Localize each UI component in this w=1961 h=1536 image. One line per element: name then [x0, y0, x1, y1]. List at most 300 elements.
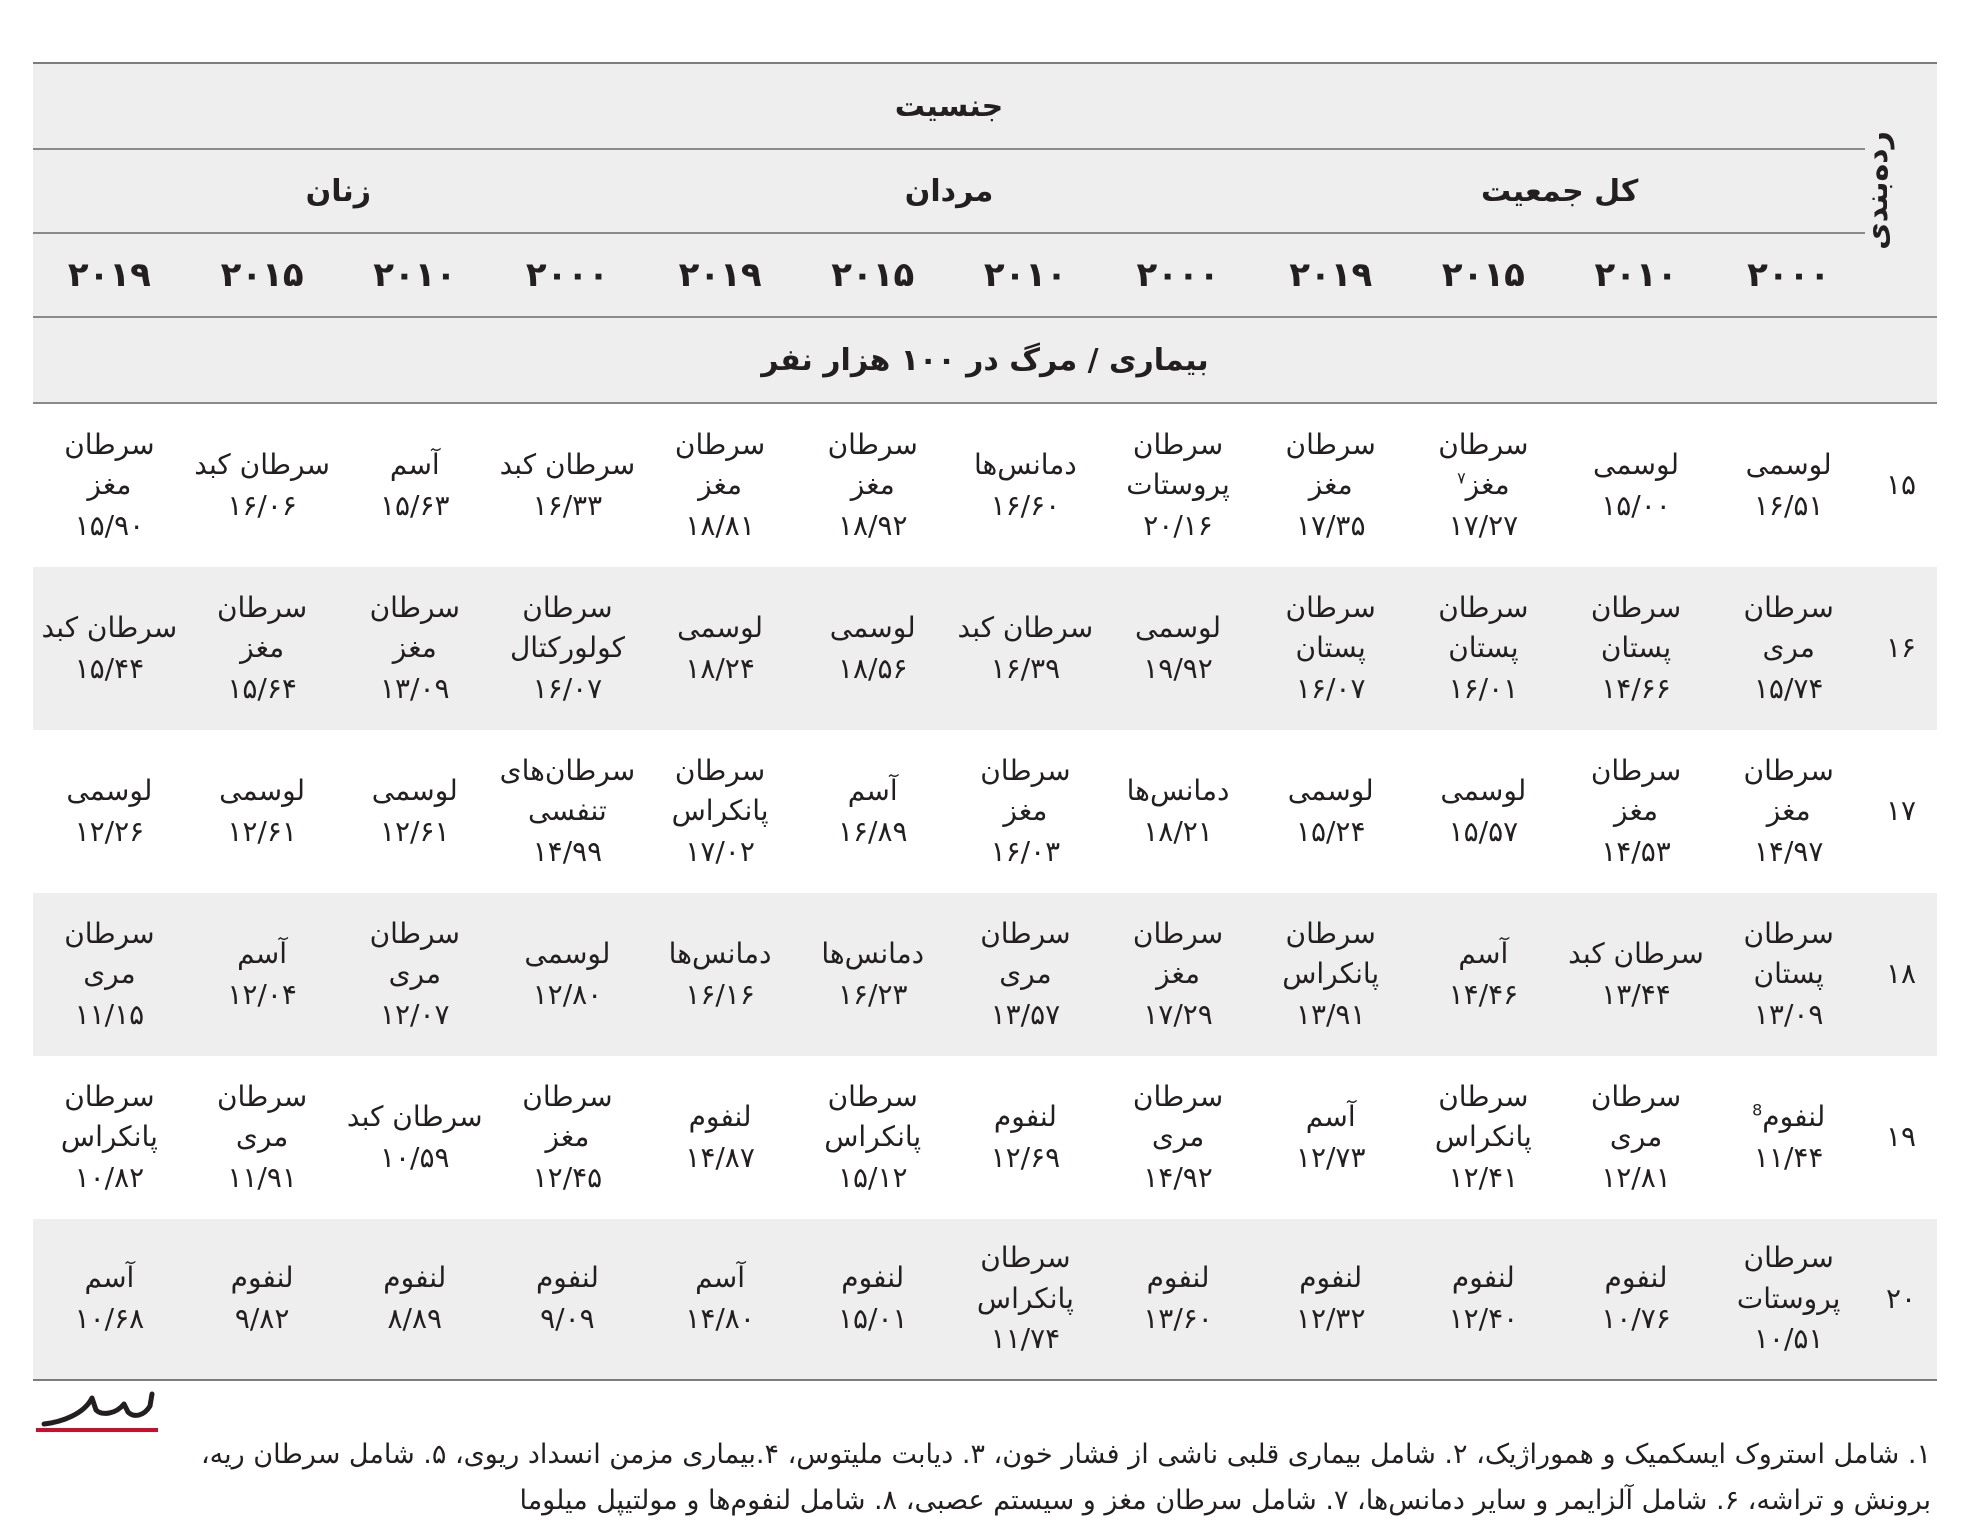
disease-name	[644, 934, 797, 975]
table-cell	[1254, 1056, 1407, 1219]
disease-name	[1712, 1238, 1865, 1319]
disease-name	[1254, 588, 1407, 669]
rank-cell: ۱۵	[1865, 403, 1937, 567]
disease-name	[491, 751, 644, 832]
death-rate-value: ۱۶/۸۹	[837, 814, 908, 848]
death-rate-value: ۱۲/۶۹	[990, 1140, 1061, 1174]
disease-name	[33, 608, 186, 649]
death-rate-value: ۱۵/۵۷	[1448, 814, 1519, 848]
disease-name	[186, 588, 339, 669]
disease-name-text: سرطان مغز	[369, 590, 460, 665]
year-header: ۲۰۱۵	[1407, 233, 1560, 317]
death-rate-value: ۱۵/۱۲	[837, 1160, 908, 1194]
year-header: ۲۰۱۵	[186, 233, 339, 317]
disease-name-text: سرطان پانکراس	[1434, 1079, 1532, 1154]
disease-name	[644, 751, 797, 832]
disease-name	[338, 1097, 491, 1138]
table-cell	[491, 893, 644, 1056]
table-row	[33, 893, 1937, 1056]
disease-name-text: سرطان مری	[369, 916, 460, 991]
table-cell	[338, 1219, 491, 1380]
disease-name	[338, 1258, 491, 1299]
disease-name-text: دمانس‌ها	[1126, 773, 1230, 807]
disease-name-text: لنفوم	[1762, 1099, 1826, 1133]
disease-name-text: سرطان مری	[1590, 1079, 1682, 1154]
death-rate-value: ۱۰/۶۸	[74, 1302, 145, 1335]
table-cell	[1254, 567, 1407, 730]
disease-name-text: سرطان پروستات	[1126, 427, 1230, 502]
disease-name	[949, 445, 1102, 486]
table-cell	[796, 1219, 949, 1380]
disease-name	[1560, 751, 1713, 832]
death-rate-value: ۱۲/۷۳	[1295, 1140, 1366, 1174]
table-row	[33, 1219, 1937, 1380]
death-rate-value: ۱۴/۸۰	[685, 1302, 755, 1335]
table-cell	[33, 730, 186, 893]
death-rate-value: ۱۳/۴۴	[1601, 977, 1671, 1011]
disease-name-text: آسم	[237, 936, 288, 970]
death-rate-value: ۱۲/۴۰	[1448, 1302, 1519, 1335]
disease-name	[186, 1077, 339, 1158]
disease-name-text: سرطان مغز	[64, 427, 155, 502]
disease-name	[1254, 1097, 1407, 1138]
disease-name	[1254, 914, 1407, 995]
table-cell	[1102, 567, 1255, 730]
death-rate-value: ۱۶/۶۰	[990, 488, 1061, 522]
disease-name	[1712, 588, 1865, 669]
disease-name-text: لوسمی	[677, 610, 764, 644]
death-rate-value: ۱۴/۴۶	[1448, 977, 1519, 1011]
table-cell	[491, 403, 644, 567]
disease-name-text: سرطان مغز	[1590, 753, 1682, 828]
disease-name-text: سرطان مری	[216, 1079, 308, 1154]
disease-name	[33, 1077, 186, 1158]
table-cell	[491, 1056, 644, 1219]
disease-name-text: سرطان مری	[1743, 590, 1834, 665]
table-cell	[1560, 567, 1713, 730]
disease-name	[33, 1258, 186, 1299]
death-rate-value: ۱۶/۳۹	[990, 651, 1061, 685]
section-title-row	[33, 317, 1937, 403]
disease-name	[1102, 771, 1255, 812]
table-cell	[491, 567, 644, 730]
table-cell	[1407, 893, 1560, 1056]
rank-cell: ۱۸	[1865, 893, 1937, 1056]
death-rate-value: ۱۲/۶۱	[379, 814, 450, 848]
disease-name	[1407, 771, 1560, 812]
table-cell	[186, 893, 339, 1056]
table-cell	[1560, 403, 1713, 567]
disease-name-text: لنفوم	[1146, 1261, 1210, 1295]
disease-name-text: سرطان مغز	[522, 1079, 613, 1154]
disease-name	[338, 771, 491, 812]
table-cell	[1254, 1219, 1407, 1380]
table-cell	[33, 403, 186, 567]
disease-name-text: سرطان پانکراس	[1282, 916, 1380, 991]
disease-name-text: لوسمی	[1593, 447, 1679, 481]
death-rate-value: ۱۱/۹۱	[227, 1160, 297, 1194]
death-rate-value: ۱۳/۶۰	[1143, 1302, 1213, 1335]
disease-name	[949, 608, 1102, 649]
disease-name	[1560, 1077, 1713, 1158]
table-cell	[1712, 893, 1865, 1056]
death-rate-value: ۱۸/۵۶	[837, 651, 908, 685]
year-header: ۲۰۱۰	[949, 233, 1102, 317]
disease-name-text: سرطان پانکراس	[671, 753, 769, 828]
group-header-row	[33, 149, 1937, 233]
disease-name-text: سرطان‌های تنفسی	[499, 753, 636, 828]
table-row	[33, 730, 1937, 893]
disease-name	[491, 1077, 644, 1158]
table-cell	[949, 730, 1102, 893]
death-rate-value: ۱۴/۹۷	[1753, 834, 1824, 868]
disease-name	[1712, 751, 1865, 832]
disease-name	[491, 588, 644, 669]
death-rate-value: ۱۶/۰۷	[532, 671, 603, 705]
rank-cell: ۱۷	[1885, 794, 1917, 828]
footnote-marker: 8	[1752, 1100, 1763, 1120]
table-cell	[1712, 730, 1865, 893]
disease-name-text: سرطان کبد	[957, 610, 1094, 644]
table-cell	[186, 567, 339, 730]
death-rate-value: ۱۴/۸۷	[685, 1140, 755, 1174]
table-cell	[1102, 730, 1255, 893]
table-row	[33, 1056, 1937, 1219]
disease-name-text: لنفوم	[1299, 1261, 1363, 1295]
disease-name	[186, 1258, 339, 1299]
death-rate-value: ۱۵/۰۱	[837, 1302, 908, 1335]
death-rate-value: ۱۰/۵۱	[1753, 1322, 1824, 1356]
disease-name-text: سرطان کولورکتال	[509, 590, 625, 665]
disease-name	[644, 1258, 797, 1299]
year-header: ۲۰۱۵	[796, 233, 949, 317]
death-rate-value: ۱۰/۵۹	[379, 1140, 450, 1174]
year-header: ۲۰۰۰	[491, 233, 644, 317]
table-cell	[1254, 403, 1407, 567]
disease-name-text: سرطان مغز	[1743, 753, 1834, 828]
table-cell	[1407, 403, 1560, 567]
disease-name-text: لوسمی	[371, 773, 458, 807]
table-cell	[1712, 403, 1865, 567]
disease-name	[796, 934, 949, 975]
death-rate-value: ۱۳/۰۹	[1753, 997, 1824, 1031]
table-cell	[186, 730, 339, 893]
table-cell	[644, 403, 797, 567]
disease-name	[338, 588, 491, 669]
disease-name-text: سرطان مری	[1132, 1079, 1224, 1154]
death-rate-value: ۱۲/۸۰	[532, 977, 603, 1011]
disease-name-text: سرطان پانکراس	[824, 1079, 922, 1154]
death-rate-value: ۱۸/۹۲	[837, 508, 908, 542]
disease-name	[1254, 771, 1407, 812]
disease-name-text: دمانس‌ها	[821, 936, 925, 970]
disease-name-text: لنفوم	[230, 1261, 294, 1295]
table-cell	[186, 1056, 339, 1219]
table-cell	[796, 403, 949, 567]
death-rate-value: ۹/۸۲	[234, 1302, 290, 1335]
disease-name-text: آسم	[695, 1261, 746, 1295]
death-rate-value: ۱۷/۲۷	[1448, 508, 1519, 542]
disease-name	[491, 1258, 644, 1299]
disease-name-text: دمانس‌ها	[973, 447, 1077, 481]
table-cell	[1712, 567, 1865, 730]
disease-name-text: سرطان مغز	[1285, 427, 1376, 502]
disease-name-text: سرطان مغز	[980, 753, 1071, 828]
disease-name-text: دمانس‌ها	[668, 936, 772, 970]
mortality-table	[33, 62, 1937, 1381]
disease-name-text: آسم	[1305, 1099, 1356, 1133]
death-rate-value: ۱۶/۰۶	[227, 488, 297, 522]
disease-name	[1102, 1258, 1255, 1299]
table-cell	[186, 403, 339, 567]
disease-name	[644, 1097, 797, 1138]
table-cell	[338, 403, 491, 567]
disease-name	[1712, 445, 1865, 486]
death-rate-value: ۱۲/۴۵	[532, 1160, 603, 1194]
table-cell	[796, 567, 949, 730]
table-cell	[796, 730, 949, 893]
group-header-total: کل جمعیت	[1254, 149, 1865, 233]
disease-name-text: سرطان مغز	[216, 590, 308, 665]
death-rate-value: ۱۵/۹۰	[74, 508, 145, 542]
disease-name	[644, 425, 797, 506]
disease-name-text: لوسمی	[1287, 773, 1374, 807]
disease-name-text: لنفوم	[993, 1099, 1057, 1133]
table-cell	[338, 567, 491, 730]
footnote-line-2: برونش و تراشه، ۶. شامل آلزایمر و سایر دمانس‌ها، ۷. شامل سرطان مغز و سیستم عصبی، ۸. شامل لنفوم‌ها و مولتیپل میلوما	[519, 1485, 1931, 1516]
disease-name-text: سرطان کبد	[41, 610, 178, 644]
table-cell	[1407, 730, 1560, 893]
disease-name-text: سرطان کبد	[499, 447, 636, 481]
sex-header: جنسیت	[33, 63, 1865, 149]
death-rate-value: ۱۶/۰۷	[1295, 671, 1366, 705]
disease-name-text: لوسمی	[829, 610, 916, 644]
disease-name	[796, 425, 949, 506]
disease-name-text: لوسمی	[1440, 773, 1527, 807]
rank-cell: ۱۹	[1885, 1120, 1917, 1154]
disease-name	[796, 608, 949, 649]
death-rate-value: ۱۸/۸۱	[685, 508, 755, 542]
table-cell	[1407, 1219, 1560, 1380]
death-rate-value: ۱۶/۰۳	[990, 834, 1061, 868]
disease-name-text: سرطان کبد	[1568, 936, 1704, 970]
disease-name	[1102, 1077, 1255, 1158]
salmand-logo	[32, 1384, 162, 1434]
disease-name-text: سرطان کبد	[194, 447, 330, 481]
disease-name	[338, 914, 491, 995]
table-cell	[33, 893, 186, 1056]
disease-name-text: آسم	[847, 773, 898, 807]
disease-name	[1712, 914, 1865, 995]
death-rate-value: ۱۷/۳۵	[1295, 508, 1366, 542]
death-rate-value: ۱۶/۲۳	[837, 977, 908, 1011]
death-rate-value: ۸/۸۹	[387, 1302, 443, 1335]
disease-name-text: سرطان مغز	[1438, 427, 1529, 502]
death-rate-value: ۱۹/۹۲	[1143, 651, 1213, 685]
rank-header	[1860, 63, 1937, 317]
table-cell	[1712, 1219, 1865, 1380]
death-rate-value: ۱۲/۰۷	[379, 997, 450, 1031]
disease-name-text: سرطان مری	[64, 916, 155, 991]
death-rate-value: ۹/۰۹	[540, 1302, 595, 1335]
disease-name-text: لنفوم	[688, 1099, 752, 1133]
death-rate-value: ۱۵/۶۳	[379, 488, 450, 522]
section-title: بیماری / مرگ در ۱۰۰ هزار نفر	[33, 317, 1937, 403]
death-rate-value: ۱۷/۲۹	[1143, 997, 1213, 1031]
disease-name	[1407, 934, 1560, 975]
death-rate-value: ۱۴/۵۳	[1601, 834, 1671, 868]
disease-name-text: لوسمی	[219, 773, 306, 807]
table-cell	[949, 567, 1102, 730]
death-rate-value: ۱۳/۵۷	[990, 997, 1061, 1031]
death-rate-value: ۱۲/۸۱	[1601, 1160, 1671, 1194]
death-rate-value: ۱۸/۲۱	[1143, 814, 1213, 848]
disease-name-text: آسم	[389, 447, 440, 481]
disease-name-text: سرطان پستان	[1590, 590, 1682, 665]
table-cell	[949, 1056, 1102, 1219]
year-header-row	[33, 233, 1937, 317]
disease-name-text: سرطان مغز	[1132, 916, 1224, 991]
death-rate-value: ۱۵/۰۰	[1601, 488, 1671, 522]
table-cell	[644, 730, 797, 893]
death-rate-value: ۱۶/۰۱	[1448, 671, 1519, 705]
disease-name	[1560, 445, 1713, 486]
year-header: ۲۰۰۰	[1102, 233, 1255, 317]
death-rate-value: ۱۳/۹۱	[1295, 997, 1366, 1031]
disease-name	[949, 1097, 1102, 1138]
table-cell	[338, 893, 491, 1056]
disease-name-text: سرطان پستان	[1743, 916, 1834, 991]
table-cell	[1407, 567, 1560, 730]
death-rate-value: ۱۴/۹۹	[532, 834, 603, 868]
table-cell	[338, 730, 491, 893]
disease-name	[796, 771, 949, 812]
disease-name	[949, 1238, 1102, 1319]
table-cell	[1254, 730, 1407, 893]
table-cell	[491, 1219, 644, 1380]
disease-name	[1407, 1258, 1560, 1299]
table-cell	[644, 1056, 797, 1219]
disease-name-text: سرطان مغز	[827, 427, 918, 502]
table-cell	[949, 403, 1102, 567]
disease-name	[338, 445, 491, 486]
disease-name	[1102, 914, 1255, 995]
death-rate-value: ۲۰/۱۶	[1143, 508, 1213, 542]
table-cell	[1102, 1219, 1255, 1380]
disease-name	[491, 934, 644, 975]
death-rate-value: ۱۱/۴۴	[1753, 1140, 1824, 1174]
table-cell	[1560, 893, 1713, 1056]
table-cell	[1102, 893, 1255, 1056]
disease-name-text: لنفوم	[1604, 1261, 1668, 1295]
death-rate-value: ۱۷/۰۲	[685, 834, 755, 868]
table-cell	[1560, 730, 1713, 893]
table-body	[33, 403, 1937, 1380]
disease-name	[1254, 425, 1407, 506]
disease-name	[1560, 1258, 1713, 1299]
table-cell	[644, 567, 797, 730]
disease-name-text: لنفوم	[841, 1261, 905, 1295]
disease-name-text: لنفوم	[1451, 1261, 1515, 1295]
death-rate-value: ۱۵/۲۴	[1295, 814, 1366, 848]
year-header: ۲۰۰۰	[1712, 233, 1865, 317]
table-cell	[1102, 403, 1255, 567]
death-rate-value: ۱۴/۶۶	[1601, 671, 1671, 705]
death-rate-value: ۱۴/۹۲	[1143, 1160, 1213, 1194]
disease-name	[186, 934, 339, 975]
death-rate-value: ۱۵/۴۴	[74, 651, 145, 685]
death-rate-value: ۱۲/۴۱	[1448, 1160, 1519, 1194]
disease-name-text: لنفوم	[535, 1261, 599, 1295]
disease-name-text: لوسمی	[524, 936, 611, 970]
table-cell	[1560, 1219, 1713, 1380]
disease-name-text: سرطان پروستات	[1736, 1241, 1841, 1315]
table-cell	[338, 1056, 491, 1219]
death-rate-value: ۱۶/۳۳	[532, 488, 603, 522]
disease-name	[949, 914, 1102, 995]
death-rate-value: ۱۵/۶۴	[227, 671, 297, 705]
disease-name-text: سرطان پانکراس	[60, 1079, 158, 1154]
table-cell	[949, 1219, 1102, 1380]
table-cell	[644, 893, 797, 1056]
year-header: ۲۰۱۹	[644, 233, 797, 317]
disease-name	[1407, 425, 1560, 506]
footnote-marker: ۷	[1457, 468, 1466, 488]
death-rate-value: ۱۲/۲۶	[74, 814, 145, 848]
sex-header-row	[33, 63, 1937, 149]
disease-name-text: سرطان پانکراس	[976, 1241, 1074, 1315]
year-header: ۲۰۱۰	[338, 233, 491, 317]
disease-name	[1102, 608, 1255, 649]
death-rate-value: ۱۱/۱۵	[74, 997, 145, 1031]
disease-name	[186, 771, 339, 812]
disease-name	[796, 1077, 949, 1158]
death-rate-value: ۱۶/۱۶	[685, 977, 755, 1011]
table-cell	[186, 1219, 339, 1380]
disease-name	[949, 751, 1102, 832]
table-row	[33, 403, 1937, 567]
disease-name	[1102, 425, 1255, 506]
death-rate-value: ۱۲/۰۴	[227, 977, 297, 1011]
footnote	[60, 1432, 1931, 1524]
table-cell	[33, 567, 186, 730]
death-rate-value: ۱۲/۶۱	[227, 814, 297, 848]
table-cell	[949, 893, 1102, 1056]
death-rate-value: ۱۰/۷۶	[1601, 1302, 1671, 1335]
disease-name	[186, 445, 339, 486]
disease-name	[644, 608, 797, 649]
rank-cell: ۲۰	[1865, 1219, 1937, 1380]
death-rate-value: ۱۸/۲۴	[685, 651, 755, 685]
disease-name	[33, 425, 186, 506]
table-cell	[796, 1056, 949, 1219]
death-rate-value: ۱۰/۸۲	[74, 1160, 145, 1194]
table-cell	[491, 730, 644, 893]
disease-name-text: سرطان مری	[980, 916, 1071, 991]
table-cell	[644, 1219, 797, 1380]
disease-name-text: سرطان پستان	[1285, 590, 1376, 665]
footnote-line-1: ۱. شامل استروک ایسکمیک و هموراژیک، ۲. شامل بیماری قلبی ناشی از فشار خون، ۳. دیابت ملیتوس، ۴.بیماری مزمن انسداد ریوی، ۵. شامل سرطان ریه،	[200, 1439, 1931, 1470]
death-rate-value: ۱۳/۰۹	[379, 671, 450, 705]
group-header-men: مردان	[644, 149, 1255, 233]
year-header: ۲۰۱۹	[33, 233, 186, 317]
disease-name-text: آسم	[84, 1261, 135, 1295]
table-cell	[1712, 1056, 1865, 1219]
death-rate-value: ۱۶/۵۱	[1753, 488, 1824, 522]
disease-name-text: لوسمی	[1135, 610, 1222, 644]
disease-name	[1560, 588, 1713, 669]
death-rate-value: ۱۲/۳۲	[1295, 1302, 1366, 1335]
